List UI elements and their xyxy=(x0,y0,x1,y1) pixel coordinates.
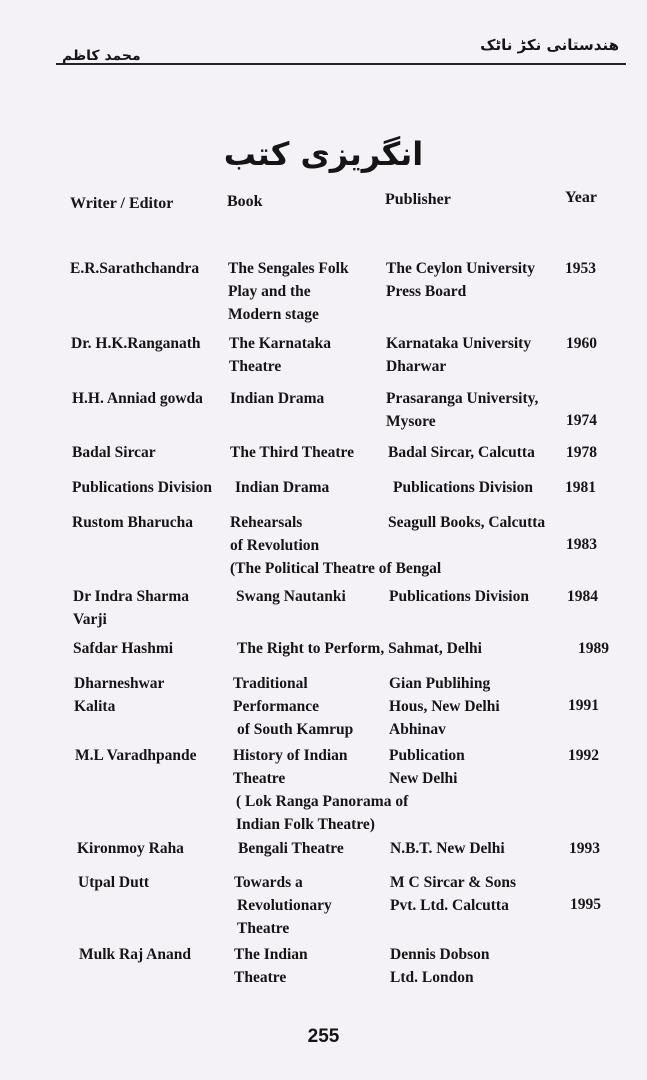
column-header-writer: Writer / Editor xyxy=(70,195,174,212)
book-cell: The Right to Perform, Sahmat, Delhi xyxy=(237,640,482,657)
book-cell: Swang Nautanki xyxy=(236,588,346,605)
book-cell: The Karnataka xyxy=(229,335,332,352)
book-cell: Modern stage xyxy=(228,306,319,323)
publisher-cell: Dennis Dobson xyxy=(390,946,490,963)
year-cell: 1978 xyxy=(566,444,597,461)
writer-cell: Utpal Dutt xyxy=(78,874,150,891)
section-title: انگریزی کتب xyxy=(223,135,424,173)
year-cell: 1989 xyxy=(578,640,609,657)
book-cell: ( Lok Ranga Panorama of xyxy=(236,793,409,810)
publisher-cell: Pvt. Ltd. Calcutta xyxy=(390,897,509,914)
header-rule xyxy=(56,63,626,65)
writer-cell: Kalita xyxy=(74,698,116,715)
book-cell: The Indian xyxy=(234,946,308,963)
publisher-cell: M C Sircar & Sons xyxy=(390,874,517,891)
writer-cell: E.R.Sarathchandra xyxy=(70,260,200,277)
publisher-cell: Hous, New Delhi xyxy=(389,698,500,715)
running-header-author: محمد کاظم xyxy=(62,48,141,64)
year-cell: 1995 xyxy=(570,896,601,913)
book-cell: Indian Drama xyxy=(235,479,330,496)
running-header-book-title: هندستانی نکڑ ناٹک xyxy=(480,36,619,54)
publisher-cell: Dharwar xyxy=(386,358,447,375)
publisher-cell: Abhinav xyxy=(389,721,446,738)
year-cell: 1953 xyxy=(565,260,596,277)
writer-cell: Rustom Bharucha xyxy=(72,514,194,531)
year-cell: 1992 xyxy=(568,747,599,764)
book-cell: History of Indian xyxy=(233,747,348,764)
year-cell: 1991 xyxy=(568,697,599,714)
publisher-cell: The Ceylon University xyxy=(386,260,535,277)
writer-cell: M.L Varadhpande xyxy=(75,747,197,764)
year-cell: 1974 xyxy=(566,412,597,429)
book-cell: Rehearsals xyxy=(230,514,303,531)
writer-cell: Mulk Raj Anand xyxy=(79,946,191,963)
writer-cell: Kironmoy Raha xyxy=(77,840,184,857)
book-cell: Indian Drama xyxy=(230,390,325,407)
book-cell: of South Kamrup xyxy=(237,721,354,738)
book-cell: Theatre xyxy=(233,770,286,787)
publisher-cell: N.B.T. New Delhi xyxy=(390,840,505,857)
book-cell: Bengali Theatre xyxy=(238,840,344,857)
book-cell: Play and the xyxy=(228,283,311,300)
writer-cell: Badal Sircar xyxy=(72,444,156,461)
book-cell: Performance xyxy=(233,698,320,715)
book-cell: Theatre xyxy=(237,920,290,937)
publisher-cell: Gian Publihing xyxy=(389,675,491,692)
book-cell: of Revolution xyxy=(230,537,320,554)
book-cell: Theatre xyxy=(234,969,287,986)
writer-cell: Dr. H.K.Ranganath xyxy=(71,335,201,352)
year-cell: 1983 xyxy=(566,536,597,553)
page-number: 255 xyxy=(307,1026,340,1047)
publisher-cell: Press Board xyxy=(386,283,467,300)
year-cell: 1981 xyxy=(565,479,596,496)
year-cell: 1993 xyxy=(569,840,600,857)
column-header-book: Book xyxy=(227,193,263,210)
publisher-cell: New Delhi xyxy=(389,770,458,787)
column-header-year: Year xyxy=(565,189,597,206)
book-cell: (The Political Theatre of Bengal xyxy=(230,560,442,577)
publisher-cell: Publications Division xyxy=(393,479,533,496)
book-cell: The Third Theatre xyxy=(230,444,355,461)
publisher-cell: Karnataka University xyxy=(386,335,532,352)
writer-cell: Varji xyxy=(73,611,107,628)
publisher-cell: Publications Division xyxy=(389,588,529,605)
book-cell: Traditional xyxy=(233,675,308,692)
writer-cell: Safdar Hashmi xyxy=(73,640,174,657)
publisher-cell: Publication xyxy=(389,747,465,764)
writer-cell: H.H. Anniad gowda xyxy=(72,390,203,407)
publisher-cell: Ltd. London xyxy=(390,969,474,986)
book-cell: Theatre xyxy=(229,358,282,375)
year-cell: 1960 xyxy=(566,335,597,352)
writer-cell: Publications Division xyxy=(72,479,212,496)
publisher-cell: Prasaranga University, xyxy=(386,390,539,407)
writer-cell: Dharneshwar xyxy=(74,675,165,692)
book-cell: The Sengales Folk xyxy=(228,260,349,277)
publisher-cell: Mysore xyxy=(386,413,436,430)
book-cell: Indian Folk Theatre) xyxy=(236,816,375,833)
writer-cell: Dr Indra Sharma xyxy=(73,588,189,605)
publisher-cell: Seagull Books, Calcutta xyxy=(388,514,546,531)
publisher-cell: Badal Sircar, Calcutta xyxy=(388,444,535,461)
book-cell: Towards a xyxy=(234,874,303,891)
book-cell: Revolutionary xyxy=(237,897,332,914)
column-header-publisher: Publisher xyxy=(385,191,451,208)
year-cell: 1984 xyxy=(567,588,598,605)
